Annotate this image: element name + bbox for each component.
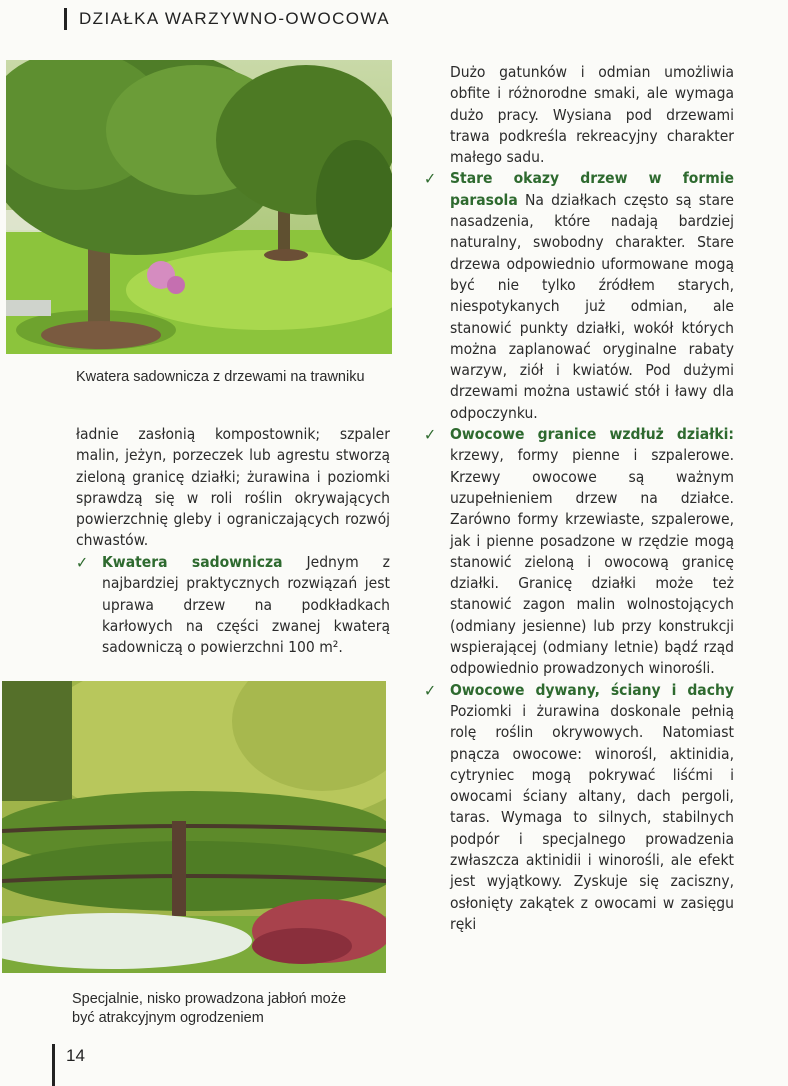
checkmark-icon: ✓ [424,169,437,189]
espalier-apple-photo [2,681,386,973]
footer-rule [52,1044,55,1086]
bullet-text: Poziomki i żurawina doskonale pełnią rolę roślin okrywowych. Natomiast pnącza owocowe: winorośl, aktinidia, cytryniec mogą pokrywać liśćmi i owocami ściany altany, dach pergoli, taras. Wymaga to silnych, stabilnych podpór i specjalnego prowadzenia zwłaszcza aktinidii i winorośli, ale efekt jest wyjątkowy. Zyskuje się zaciszny, osłonięty zakątek z owocami w zasięgu ręki [450,701,734,933]
running-header [64,8,390,30]
page-number: 14 [66,1046,85,1065]
bullet-heading: Owocowe dywany, ściany i dachy [450,680,734,699]
bullet-text: Na działkach często są stare nasadzenia, które nadają bardziej naturalny, swobodny charakter. Stare drzewa odpowiednio uformowane mogą być nie tylko źródłem starych, niespotykanych już odmian, ale stanowić punkty działki, wokół których można zaplanować oryginalne rabaty warzyw, ziół i kwiatów. Pod dużymi drzewami można ustawić stół i ławy dla odpoczynku. [450,190,734,422]
bullet-text: krzewy, formy pienne i szpalerowe. Krzewy owocowe są ważnym uzupełnieniem drzew na działce. Zarówno formy krzewiaste, szpalerowe, jak i pienne posadzone w rzędzie mogą stanowić zieloną i owocową granicę działki. Granicę działki może też stanowić zagon malin wolnostojących (odmiany jesienne) lub przy konstrukcji wspierającej (odmiany letnie) bądź rząd odpowiednio prowadzonych winorośli. [450,446,734,678]
intro-paragraph: Dużo gatunków i odmian umożliwia obfite i różnorodne smaki, ale wymaga dużo pracy. Wysiana pod drzewami trawa podkreśla rekreacyjny charakter małego sadu. [450,63,734,167]
bullet-heading: Kwatera sadownicza [102,553,283,571]
paragraph-text: ładnie zasłonią kompostownik; szpaler malin, jeżyn, porzeczek lub agrestu stworzą zieloną granicę działki; żurawina i poziomki sprawdzą się w roli roślin okrywających powierzchnię gleby i ograniczających rozwój chwastów. [76,425,390,550]
bullet-stare-okazy [424,168,734,424]
checkmark-icon: ✓ [424,680,437,700]
photo-caption: Specjalnie, nisko prowadzona jabłoń może być atrakcyjnym ogrodzeniem [72,991,347,1026]
bullet-heading: Owocowe granice wzdłuż działki: [450,425,734,444]
bullet-owocowe-granice [424,424,734,680]
left-paragraph [76,424,390,552]
photo-caption: Kwatera sadownicza z drzewami na trawniku [76,369,365,385]
section-title: DZIAŁKA WARZYWNO-OWOCOWA [79,9,390,28]
bullet-owocowe-dywany [424,680,734,936]
header-rule [64,8,67,30]
orchard-lawn-photo [6,60,392,354]
bullet-item [76,552,390,658]
bullet-heading: Stare okazy drzew w formie parasola [450,169,734,209]
checkmark-icon: ✓ [76,553,89,572]
bullet-text: Jednym z najbardziej praktycznych rozwiązań jest uprawa drzew na podkładkach karłowych na części zwanej kwaterą sadowniczą o powierzchni 100 m². [102,553,390,657]
right-column [424,62,734,935]
bullet-kwatera [76,552,390,658]
checkmark-icon: ✓ [424,425,437,445]
